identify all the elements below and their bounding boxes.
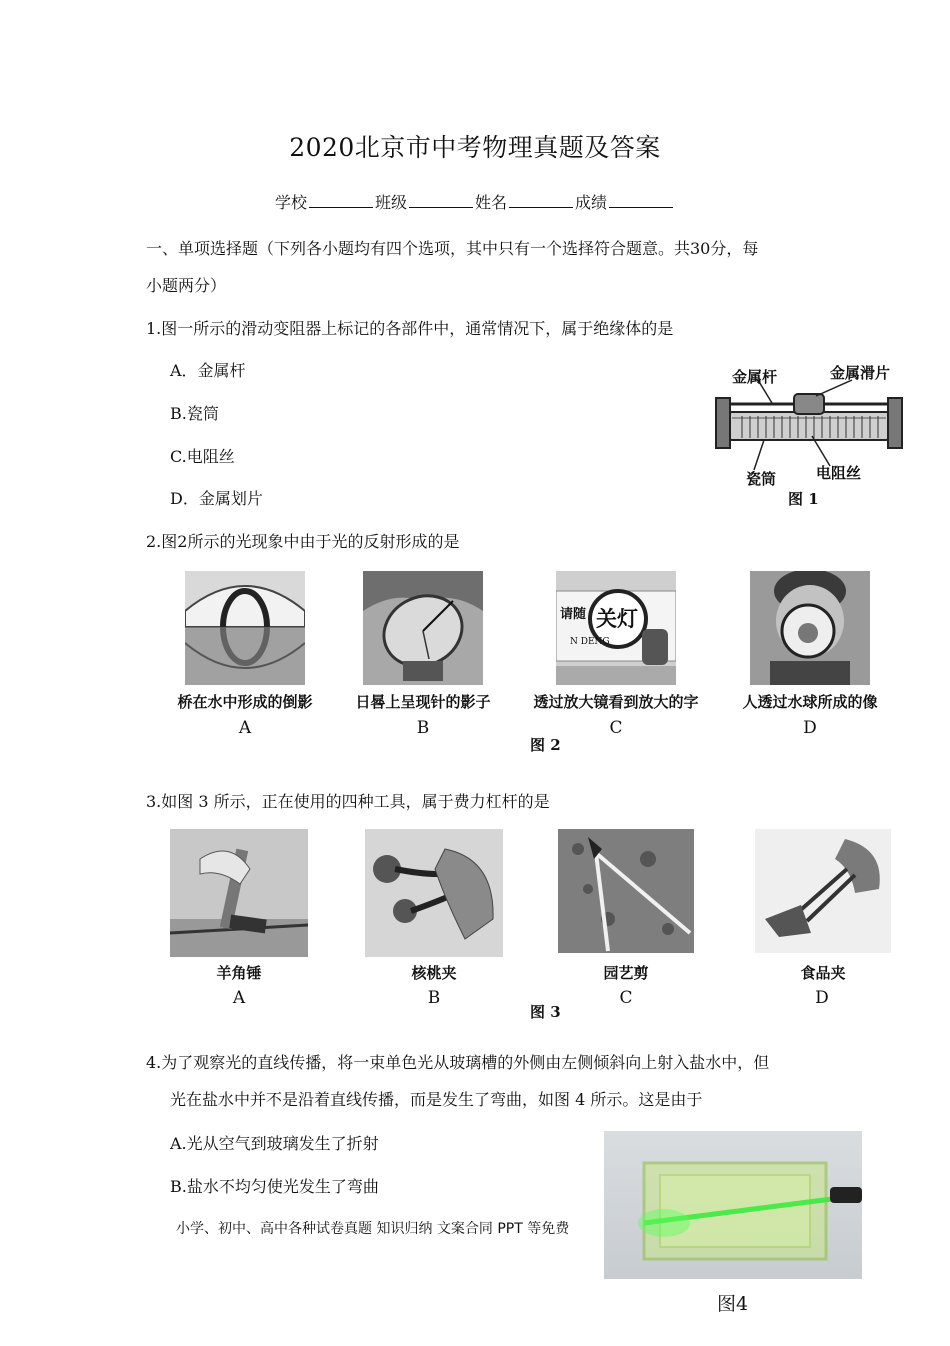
- q3-photo-garden-shears: [558, 829, 694, 953]
- q1-option-b: B.瓷筒: [170, 404, 219, 423]
- page-title: 2020北京市中考物理真题及答案: [289, 133, 661, 162]
- q1-option-d: D．金属划片: [170, 489, 263, 508]
- sign-text: 请随: [560, 607, 587, 622]
- q2-letter-b: B: [416, 718, 430, 738]
- q2-caption-a: 桥在水中形成的倒影: [177, 693, 313, 711]
- q1-option-a: A．金属杆: [170, 361, 246, 380]
- q1-stem: 1.图一所示的滑动变阻器上标记的各部件中，通常情况下，属于绝缘体的是: [146, 319, 674, 338]
- label-metal-rod: 金属杆: [732, 368, 778, 386]
- q3-letter-a: A: [232, 988, 246, 1008]
- q2-photo-water-ball: [750, 571, 870, 685]
- q3-letter-d: D: [815, 988, 829, 1008]
- q4-option-a: A.光从空气到玻璃发生了折射: [170, 1134, 379, 1153]
- q4-stem-line2: 光在盐水中并不是沿着直线传播，而是发生了弯曲，如图 4 所示。这是由于: [170, 1090, 703, 1109]
- q2-photo-sundial: [363, 571, 483, 685]
- figure-3-caption: 图 3: [530, 1003, 561, 1021]
- q2-stem: 2.图2所示的光现象中由于光的反射形成的是: [146, 532, 460, 551]
- q2-letter-d: D: [803, 718, 817, 738]
- q2-letter-a: A: [238, 718, 252, 738]
- q2-caption-d: 人透过水球所成的像: [742, 693, 878, 711]
- label-metal-slider: 金属滑片: [830, 364, 891, 382]
- q1-option-c: C.电阻丝: [170, 447, 235, 466]
- figure-2-caption: 图 2: [530, 736, 561, 754]
- q2-photo-bridge-reflection: [185, 571, 305, 685]
- q3-letter-c: C: [619, 988, 633, 1008]
- class-label: 班级: [374, 193, 407, 212]
- q3-caption-d: 食品夹: [800, 964, 846, 982]
- q2-caption-c: 透过放大镜看到放大的字: [533, 693, 699, 711]
- label-resistance-wire: 电阻丝: [816, 464, 862, 482]
- figure-1-caption: 图 1: [788, 490, 819, 508]
- section-heading-line1: 一、单项选择题（下列各小题均有四个选项，其中只有一个选择符合题意。共30分，每: [146, 239, 759, 258]
- q3-caption-b: 核桃夹: [411, 964, 457, 982]
- name-label: 姓名: [475, 193, 508, 212]
- name-blank: [509, 193, 573, 208]
- magnifier-text: 关灯: [596, 606, 638, 631]
- figure-4-laser-tank-photo: [604, 1131, 862, 1279]
- figure-4-caption: 图4: [717, 1293, 749, 1315]
- q3-photo-claw-hammer: [170, 829, 308, 957]
- label-porcelain-tube: 瓷筒: [746, 470, 777, 488]
- q3-caption-a: 羊角锤: [216, 964, 262, 982]
- q2-photo-magnifier: [556, 571, 676, 685]
- figure-1-rheostat: [712, 358, 912, 510]
- q3-letter-b: B: [427, 988, 441, 1008]
- q3-photo-nutcracker: [365, 829, 503, 957]
- q2-letter-c: C: [609, 718, 623, 738]
- score-label: 成绩: [575, 193, 608, 212]
- q3-photo-food-tongs: [755, 829, 891, 953]
- q4-stem-line1: 4.为了观察光的直线传播，将一束单色光从玻璃槽的外侧由左侧倾斜向上射入盐水中，但: [146, 1053, 770, 1072]
- q3-caption-c: 园艺剪: [603, 964, 649, 982]
- student-info-line: [0, 190, 950, 213]
- q3-stem: 3.如图 3 所示，正在使用的四种工具，属于费力杠杆的是: [146, 792, 550, 811]
- class-blank: [409, 193, 473, 208]
- school-blank: [309, 193, 373, 208]
- q4-option-b: B.盐水不均匀使光发生了弯曲: [170, 1177, 379, 1196]
- sign-subtext: N DENG: [570, 637, 610, 647]
- q2-caption-b: 日晷上呈现针的影子: [355, 693, 491, 711]
- school-label: 学校: [274, 193, 307, 212]
- section-heading-line2: 小题两分）: [146, 276, 227, 295]
- score-blank: [609, 193, 673, 208]
- footer-note: 小学、初中、高中各种试卷真题 知识归纳 文案合同 PPT 等免费: [176, 1221, 570, 1237]
